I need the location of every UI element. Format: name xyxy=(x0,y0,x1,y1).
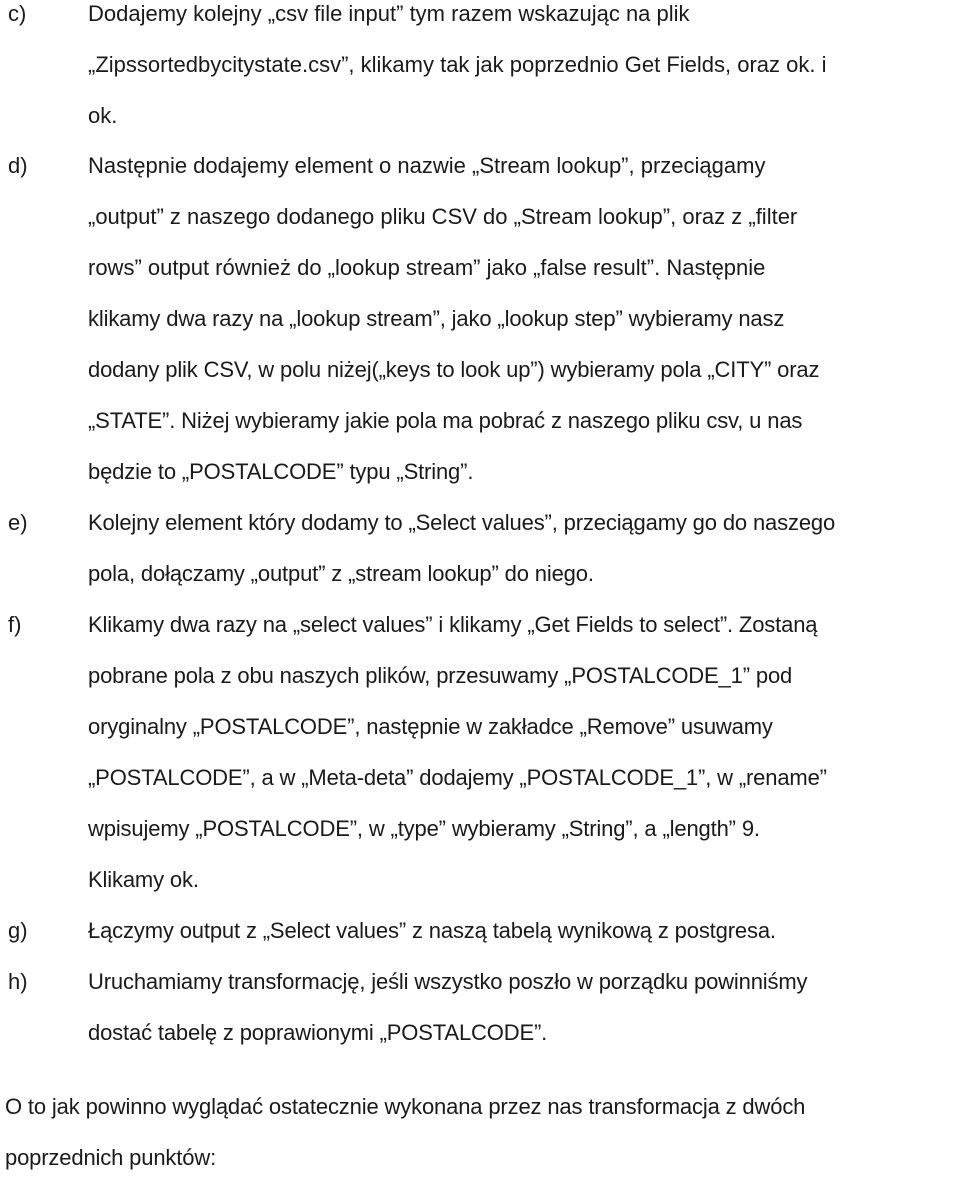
text-line: Dodajemy kolejny „csv file input” tym razem wskazując na plik xyxy=(88,1,690,26)
text-line: O to jak powinno wyglądać ostatecznie wykonana przez nas transformacja z dwóch xyxy=(5,1094,806,1119)
text-line: Łączymy output z „Select values” z naszą tabelą wynikową z postgresa. xyxy=(88,918,776,943)
text-line: rows” output również do „lookup stream” jako „false result”. Następnie xyxy=(88,255,766,280)
list-marker: f) xyxy=(8,612,22,637)
list-marker: d) xyxy=(8,153,28,178)
text-line: dostać tabelę z poprawionymi „POSTALCODE”. xyxy=(88,1020,548,1045)
text-line: wpisujemy „POSTALCODE”, w „type” wybieramy „String”, a „length” 9. xyxy=(88,816,760,841)
list-marker: g) xyxy=(8,918,28,943)
text-line: „Zipssortedbycitystate.csv”, klikamy tak jak poprzednio Get Fields, oraz ok. i xyxy=(88,52,827,77)
text-line: „STATE”. Niżej wybieramy jakie pola ma pobrać z naszego pliku csv, u nas xyxy=(88,408,803,433)
text-line: pobrane pola z obu naszych plików, przesuwamy „POSTALCODE_1” pod xyxy=(88,663,793,688)
text-line: Kolejny element który dodamy to „Select values”, przeciągamy go do naszego xyxy=(88,510,836,535)
text-line: Klikamy dwa razy na „select values” i klikamy „Get Fields to select”. Zostaną xyxy=(88,612,818,637)
text-line: ok. xyxy=(88,103,118,128)
text-line: „POSTALCODE”, a w „Meta-deta” dodajemy „POSTALCODE_1”, w „rename” xyxy=(88,765,827,790)
text-line: pola, dołączamy „output” z „stream lookup” do niego. xyxy=(88,561,594,586)
text-line: oryginalny „POSTALCODE”, następnie w zakładce „Remove” usuwamy xyxy=(88,714,773,739)
text-line: dodany plik CSV, w polu niżej(„keys to look up”) wybieramy pola „CITY” oraz xyxy=(88,357,820,382)
text-line: będzie to „POSTALCODE” typu „String”. xyxy=(88,459,474,484)
text-line: „output” z naszego dodanego pliku CSV do „Stream lookup”, oraz z „filter xyxy=(88,204,798,229)
list-marker: h) xyxy=(8,969,28,994)
text-line: Następnie dodajemy element o nazwie „Stream lookup”, przeciągamy xyxy=(88,153,766,178)
list-marker: e) xyxy=(8,510,28,535)
text-line: klikamy dwa razy na „lookup stream”, jako „lookup step” wybieramy nasz xyxy=(88,306,785,331)
text-line: poprzednich punktów: xyxy=(5,1145,217,1170)
list-marker: c) xyxy=(8,1,27,26)
text-line: Uruchamiamy transformację, jeśli wszystko poszło w porządku powinniśmy xyxy=(88,969,808,994)
text-line: Klikamy ok. xyxy=(88,867,199,892)
